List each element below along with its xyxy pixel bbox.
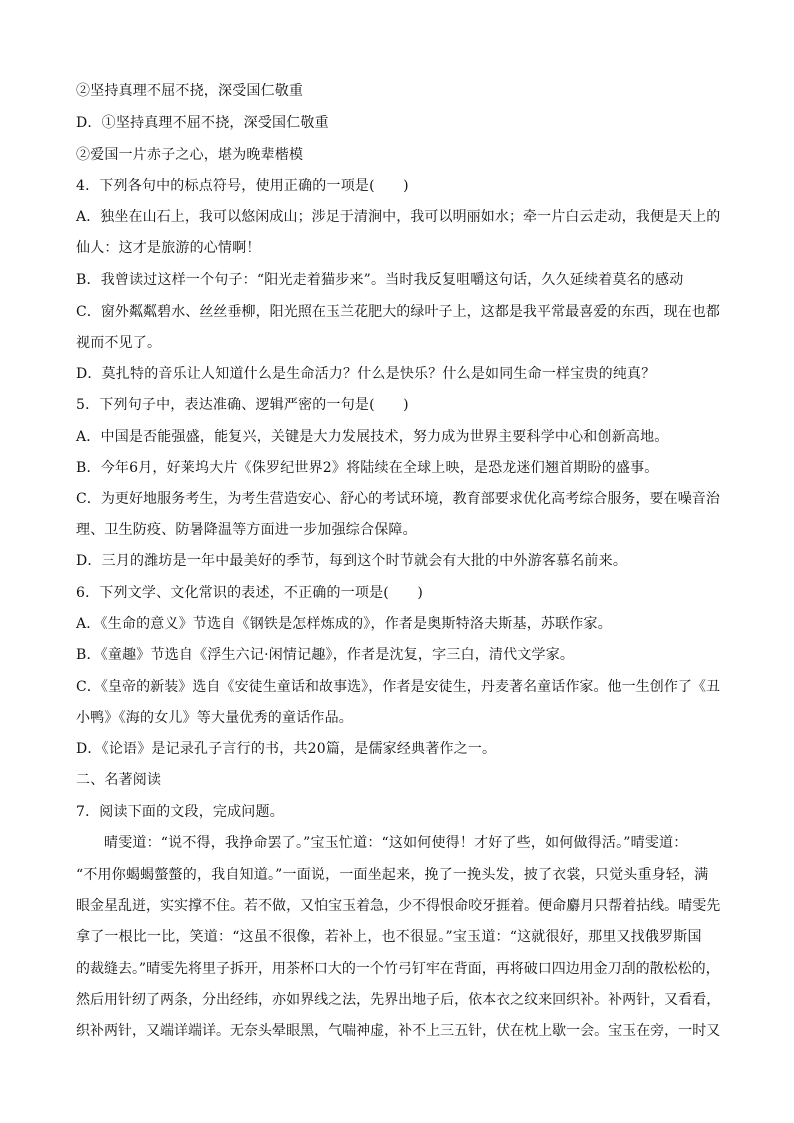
text-line: A．独坐在山石上，我可以悠闲成山；涉足于清涧中，我可以明丽如水；牵一片白云走动，我便是天上的 bbox=[76, 209, 721, 225]
text-line: ②坚持真理不屈不挠，深受国仁敬重 bbox=[76, 83, 304, 99]
question-7: 7．阅读下面的文段，完成问题。 bbox=[76, 804, 284, 820]
passage-line: 晴雯道：“说不得，我挣命罢了。”宝玉忙道：“这如何使得！才好了些，如何做得活。”晴雯道： bbox=[104, 835, 688, 851]
text-line: A．《生命的意义》节选自《钢铁是怎样炼成的》，作者是奥斯特洛夫斯基，苏联作家。 bbox=[76, 616, 612, 632]
passage-line: “不用你蝎蝎螫螫的，我自知道。”一面说，一面坐起来，挽了一挽头发，披了衣裳，只觉头重身轻，满 bbox=[76, 867, 709, 883]
question-4: 4．下列各句中的标点符号，使用正确的一项是( ) bbox=[76, 178, 409, 194]
text-line: C．为更好地服务考生，为考生营造安心、舒心的考试环境，教育部要求优化高考综合服务，要在噪音治 bbox=[76, 491, 720, 507]
text-line: C．《皇帝的新装》选自《安徒生童话和故事选》，作者是安徒生，丹麦著名童话作家。他一生创作了《丑 bbox=[76, 679, 721, 695]
text-line: D．三月的潍坊是一年中最美好的季节，每到这个时节就会有大批的中外游客慕名前来。 bbox=[76, 553, 628, 569]
text-line: A．中国是否能强盛，能复兴，关键是大力发展技术，努力成为世界主要科学中心和创新高地。 bbox=[76, 429, 669, 445]
text-line: 理、卫生防疫、防暑降温等方面进一步加强综合保障。 bbox=[76, 522, 417, 538]
question-5: 5．下列句子中，表达准确、逻辑严密的一句是( ) bbox=[76, 397, 409, 413]
text-line: ②爱国一片赤子之心，堪为晚辈楷模 bbox=[76, 147, 304, 163]
passage-line: 的裁缝去。”晴雯先将里子拆开，用茶杯口大的一个竹弓钉牢在背面，再将破口四边用金刀刮的散松松的， bbox=[76, 961, 720, 977]
text-line: 视而不见了。 bbox=[76, 335, 162, 351]
question-6: 6．下列文学、文化常识的表述，不正确的一项是( ) bbox=[76, 585, 424, 601]
passage-line: 拿了一根比一比，笑道：“这虽不很像，若补上，也不很显。”宝玉道：“这就很好，那里又找俄罗斯国 bbox=[76, 929, 702, 945]
text-line: D．《论语》是记录孔子言行的书，共20篇，是儒家经典著作之一。 bbox=[76, 741, 497, 757]
text-line: D．①坚持真理不屈不挠，深受国仁敬重 bbox=[76, 115, 329, 131]
text-line: 仙人：这才是旅游的心情啊！ bbox=[76, 240, 261, 256]
passage-line: 织补两针，又端详端详。无奈头晕眼黑，气喘神虚，补不上三五针，伏在枕上歇一会。宝玉在旁，一时又 bbox=[76, 1023, 721, 1039]
text-line: D．莫扎特的音乐让人知道什么是生命活力？什么是快乐？什么是如同生命一样宝贵的纯真？ bbox=[76, 366, 656, 382]
text-line: B．今年6月，好莱坞大片《侏罗纪世界2》将陆续在全球上映，是恐龙迷们翘首期盼的盛事。 bbox=[76, 460, 659, 476]
text-line: B．《童趣》节选自《浮生六记·闲情记趣》，作者是沈复，字三白，清代文学家。 bbox=[76, 647, 575, 663]
text-line: 小鸭》《海的女儿》等大量优秀的童话作品。 bbox=[76, 710, 353, 726]
section-heading: 二、名著阅读 bbox=[76, 772, 162, 788]
passage-line: 眼金星乱迸，实实撑不住。若不做，又怕宝玉着急，少不得恨命咬牙捱着。便命麝月只帮着拈线。晴雯先 bbox=[76, 898, 721, 914]
text-line: C．窗外粼粼碧水、丝丝垂柳，阳光照在玉兰花肥大的绿叶子上，这都是我平常最喜爱的东西，现在也都 bbox=[76, 304, 720, 320]
text-line: B．我曾读过这样一个句子：“阳光走着猫步来”。当时我反复咀嚼这句话，久久延续着莫名的感动 bbox=[76, 272, 684, 288]
passage-line: 然后用针纫了两条，分出经纬，亦如界线之法，先界出地子后，依本衣之纹来回织补。补两针，又看看， bbox=[76, 992, 721, 1008]
